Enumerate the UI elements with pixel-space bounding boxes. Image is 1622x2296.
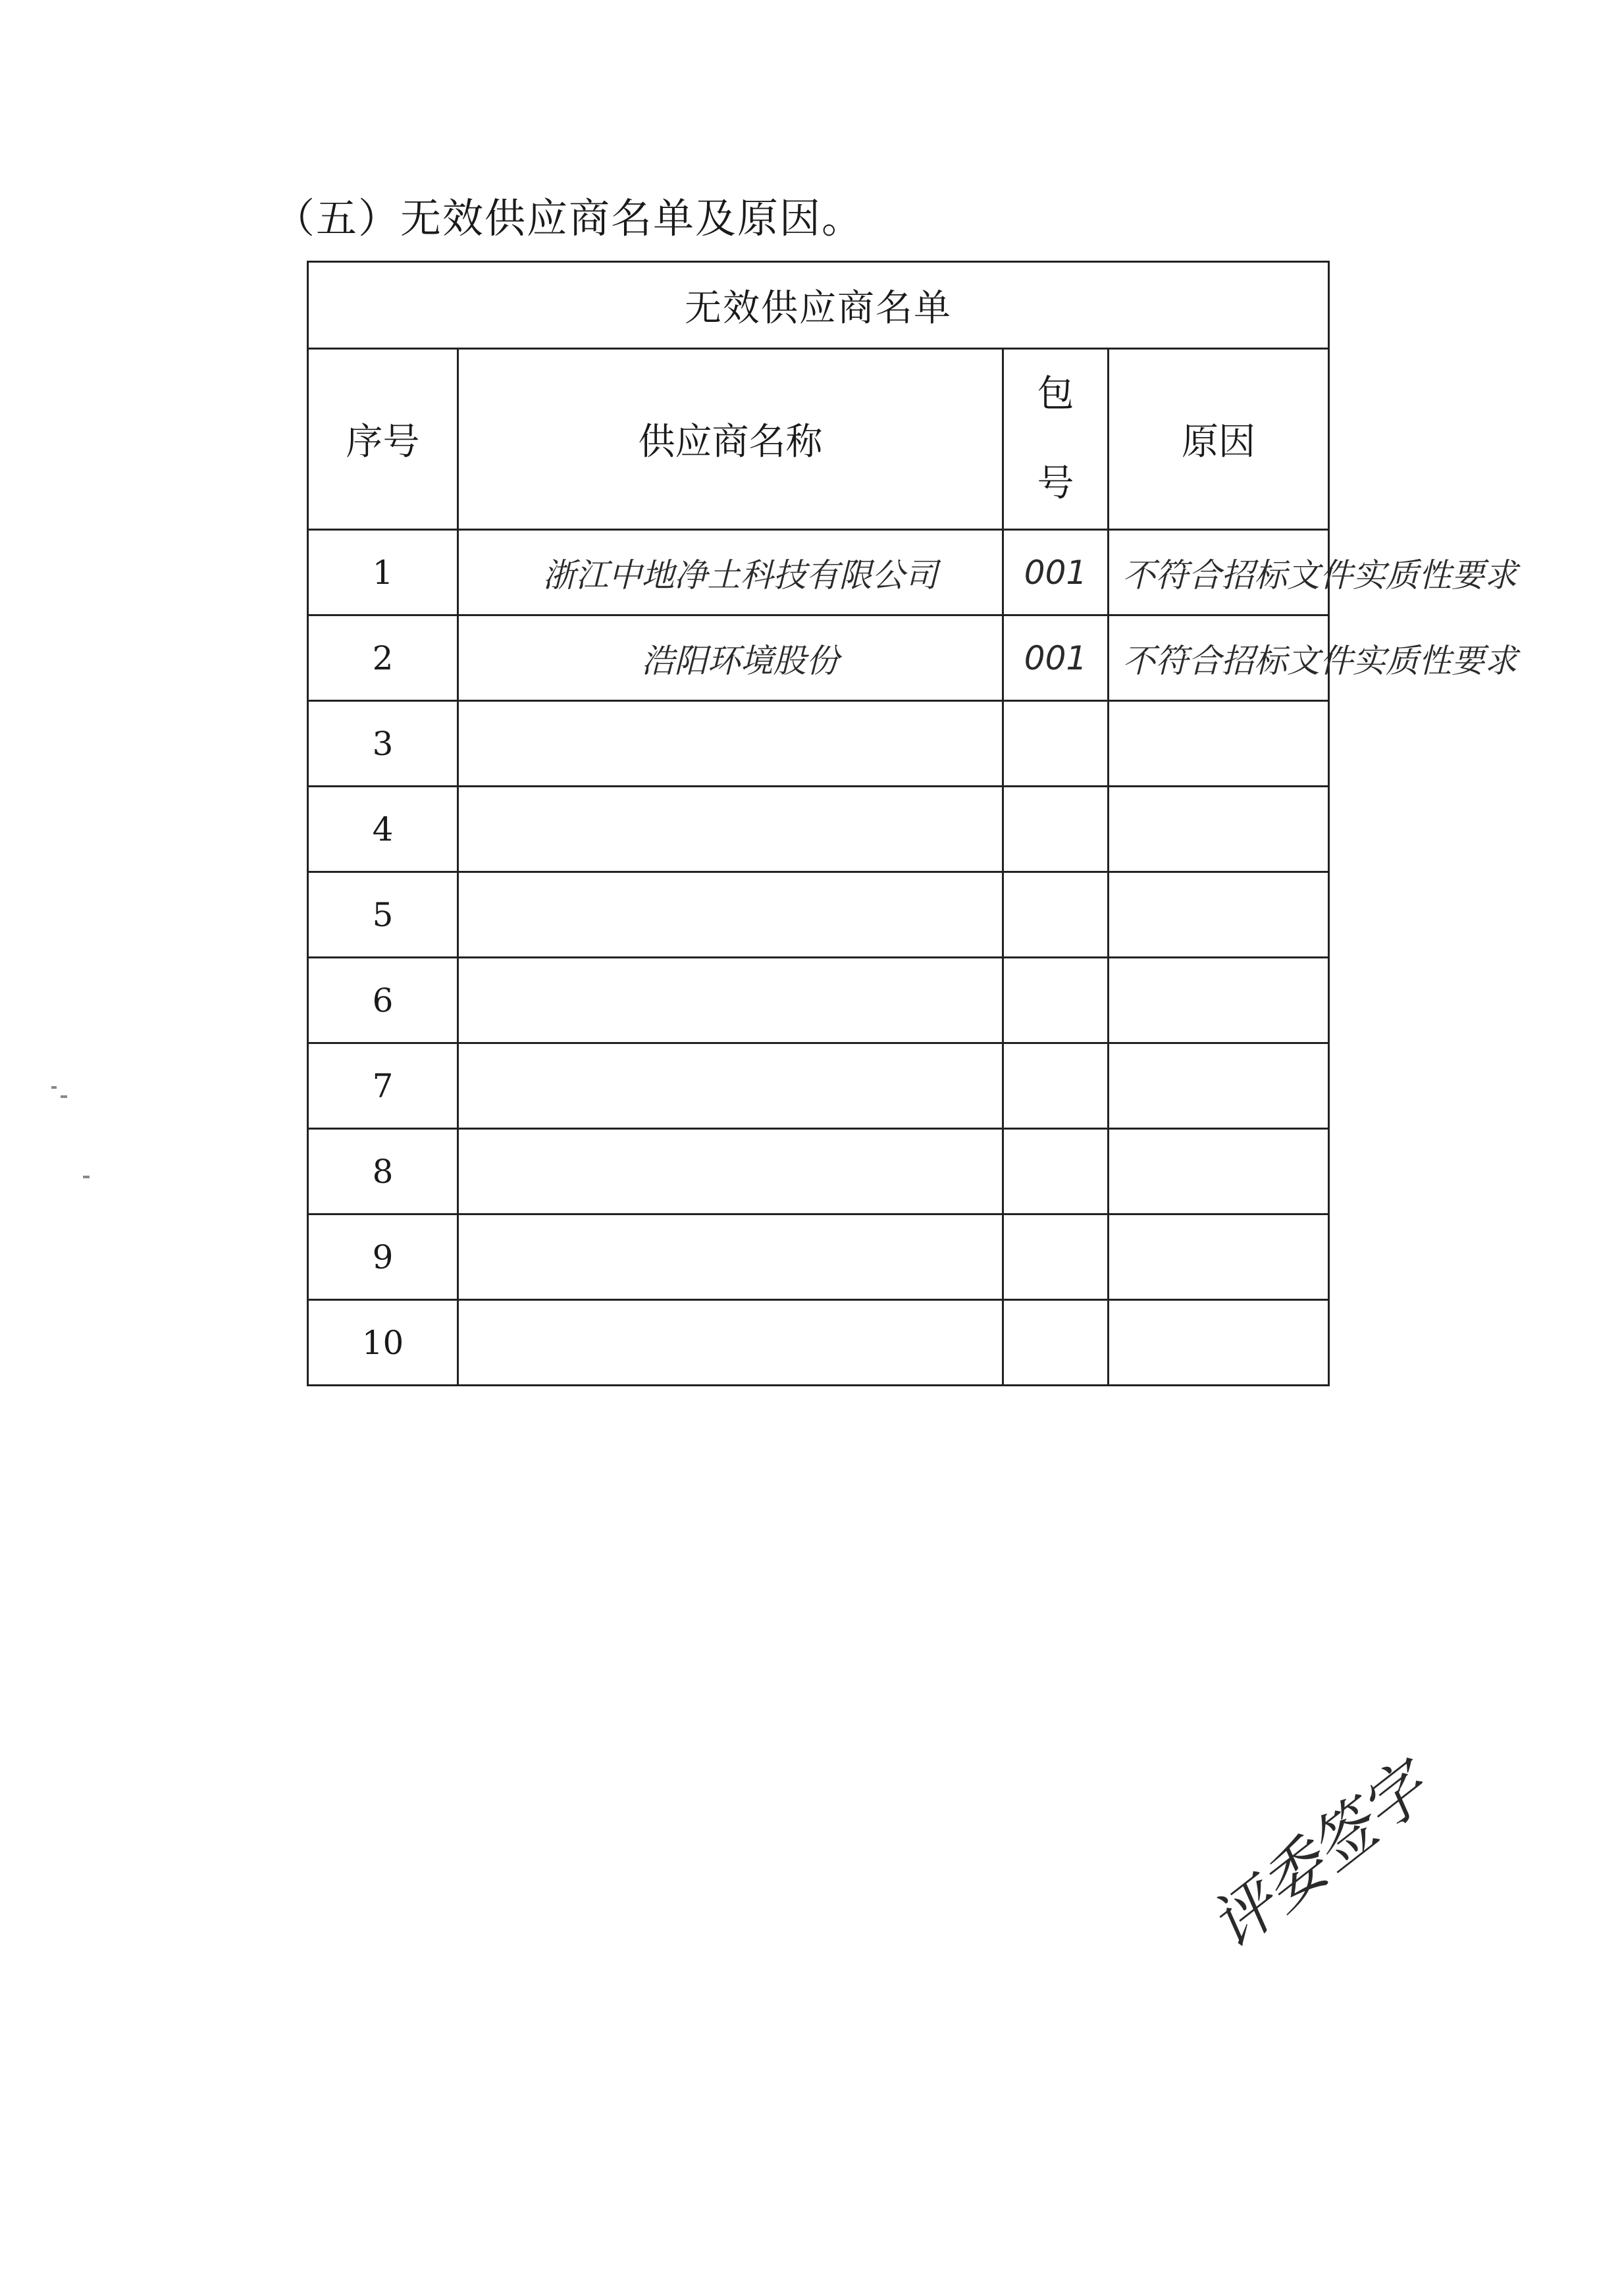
row-supplier [458, 1300, 1003, 1386]
table-title: 无效供应商名单 [308, 262, 1329, 349]
row-supplier [458, 1043, 1003, 1129]
table-row [308, 958, 1329, 1043]
row-supplier [458, 872, 1003, 958]
row-package [1003, 1043, 1109, 1129]
row-reason-handwritten: 不符合招标文件实质性要求 [1122, 556, 1517, 594]
row-package [1003, 958, 1109, 1043]
row-reason [1109, 958, 1329, 1043]
table-row [308, 1300, 1329, 1386]
row-package [1003, 872, 1109, 958]
scan-speck [61, 1095, 67, 1098]
row-reason [1109, 787, 1329, 872]
row-supplier [458, 701, 1003, 787]
row-reason-handwritten: 不符合招标文件实质性要求 [1122, 641, 1517, 680]
header-seq: 序号 [308, 349, 458, 530]
row-seq: 9 [308, 1214, 458, 1300]
row-package-handwritten: 001 [1003, 615, 1109, 701]
row-supplier [458, 1129, 1003, 1214]
row-supplier [458, 958, 1003, 1043]
row-seq: 8 [308, 1129, 458, 1214]
row-supplier [458, 787, 1003, 872]
row-seq: 10 [308, 1300, 458, 1386]
row-seq: 3 [308, 701, 458, 787]
row-supplier-handwritten: 浩阳环境股份 [458, 615, 1003, 701]
table-row [308, 1043, 1329, 1129]
header-package [1003, 349, 1109, 530]
row-reason [1109, 701, 1329, 787]
table-row [308, 787, 1329, 872]
row-package [1003, 701, 1109, 787]
row-package-handwritten: 001 [1003, 530, 1109, 615]
row-supplier [458, 1214, 1003, 1300]
row-package [1003, 1214, 1109, 1300]
row-reason [1109, 872, 1329, 958]
row-reason [1109, 1043, 1329, 1129]
row-reason-cell [1109, 530, 1517, 615]
scan-speck [83, 1176, 90, 1178]
section-heading: （五）无效供应商名单及原因。 [274, 194, 864, 242]
row-package [1003, 1300, 1109, 1386]
table-row [308, 872, 1329, 958]
table-header-row [308, 349, 1329, 530]
scan-speck [51, 1086, 57, 1089]
row-reason [1109, 1129, 1329, 1214]
row-seq: 5 [308, 872, 458, 958]
row-reason [1109, 1214, 1329, 1300]
row-seq: 7 [308, 1043, 458, 1129]
table-title-row [308, 262, 1329, 349]
table-row [308, 530, 1329, 615]
handwritten-signature: 评委签字 [1196, 1750, 1442, 1964]
row-package [1003, 1129, 1109, 1214]
header-supplier: 供应商名称 [458, 349, 1003, 530]
row-seq: 4 [308, 787, 458, 872]
table-row [308, 1214, 1329, 1300]
row-reason-cell [1109, 615, 1517, 701]
row-reason [1109, 1300, 1329, 1386]
row-package [1003, 787, 1109, 872]
row-seq: 1 [308, 530, 458, 615]
invalid-supplier-table [307, 261, 1517, 1386]
table-row [308, 701, 1329, 787]
row-seq: 6 [308, 958, 458, 1043]
row-seq: 2 [308, 615, 458, 701]
header-package-line1: 包 [1037, 373, 1074, 415]
invalid-supplier-table-container [307, 261, 1517, 1386]
header-reason: 原因 [1109, 349, 1329, 530]
table-row [308, 1129, 1329, 1214]
row-supplier-handwritten: 浙江中地净土科技有限公司 [458, 530, 1003, 615]
table-row [308, 615, 1329, 701]
header-package-line2: 号 [1037, 462, 1074, 505]
